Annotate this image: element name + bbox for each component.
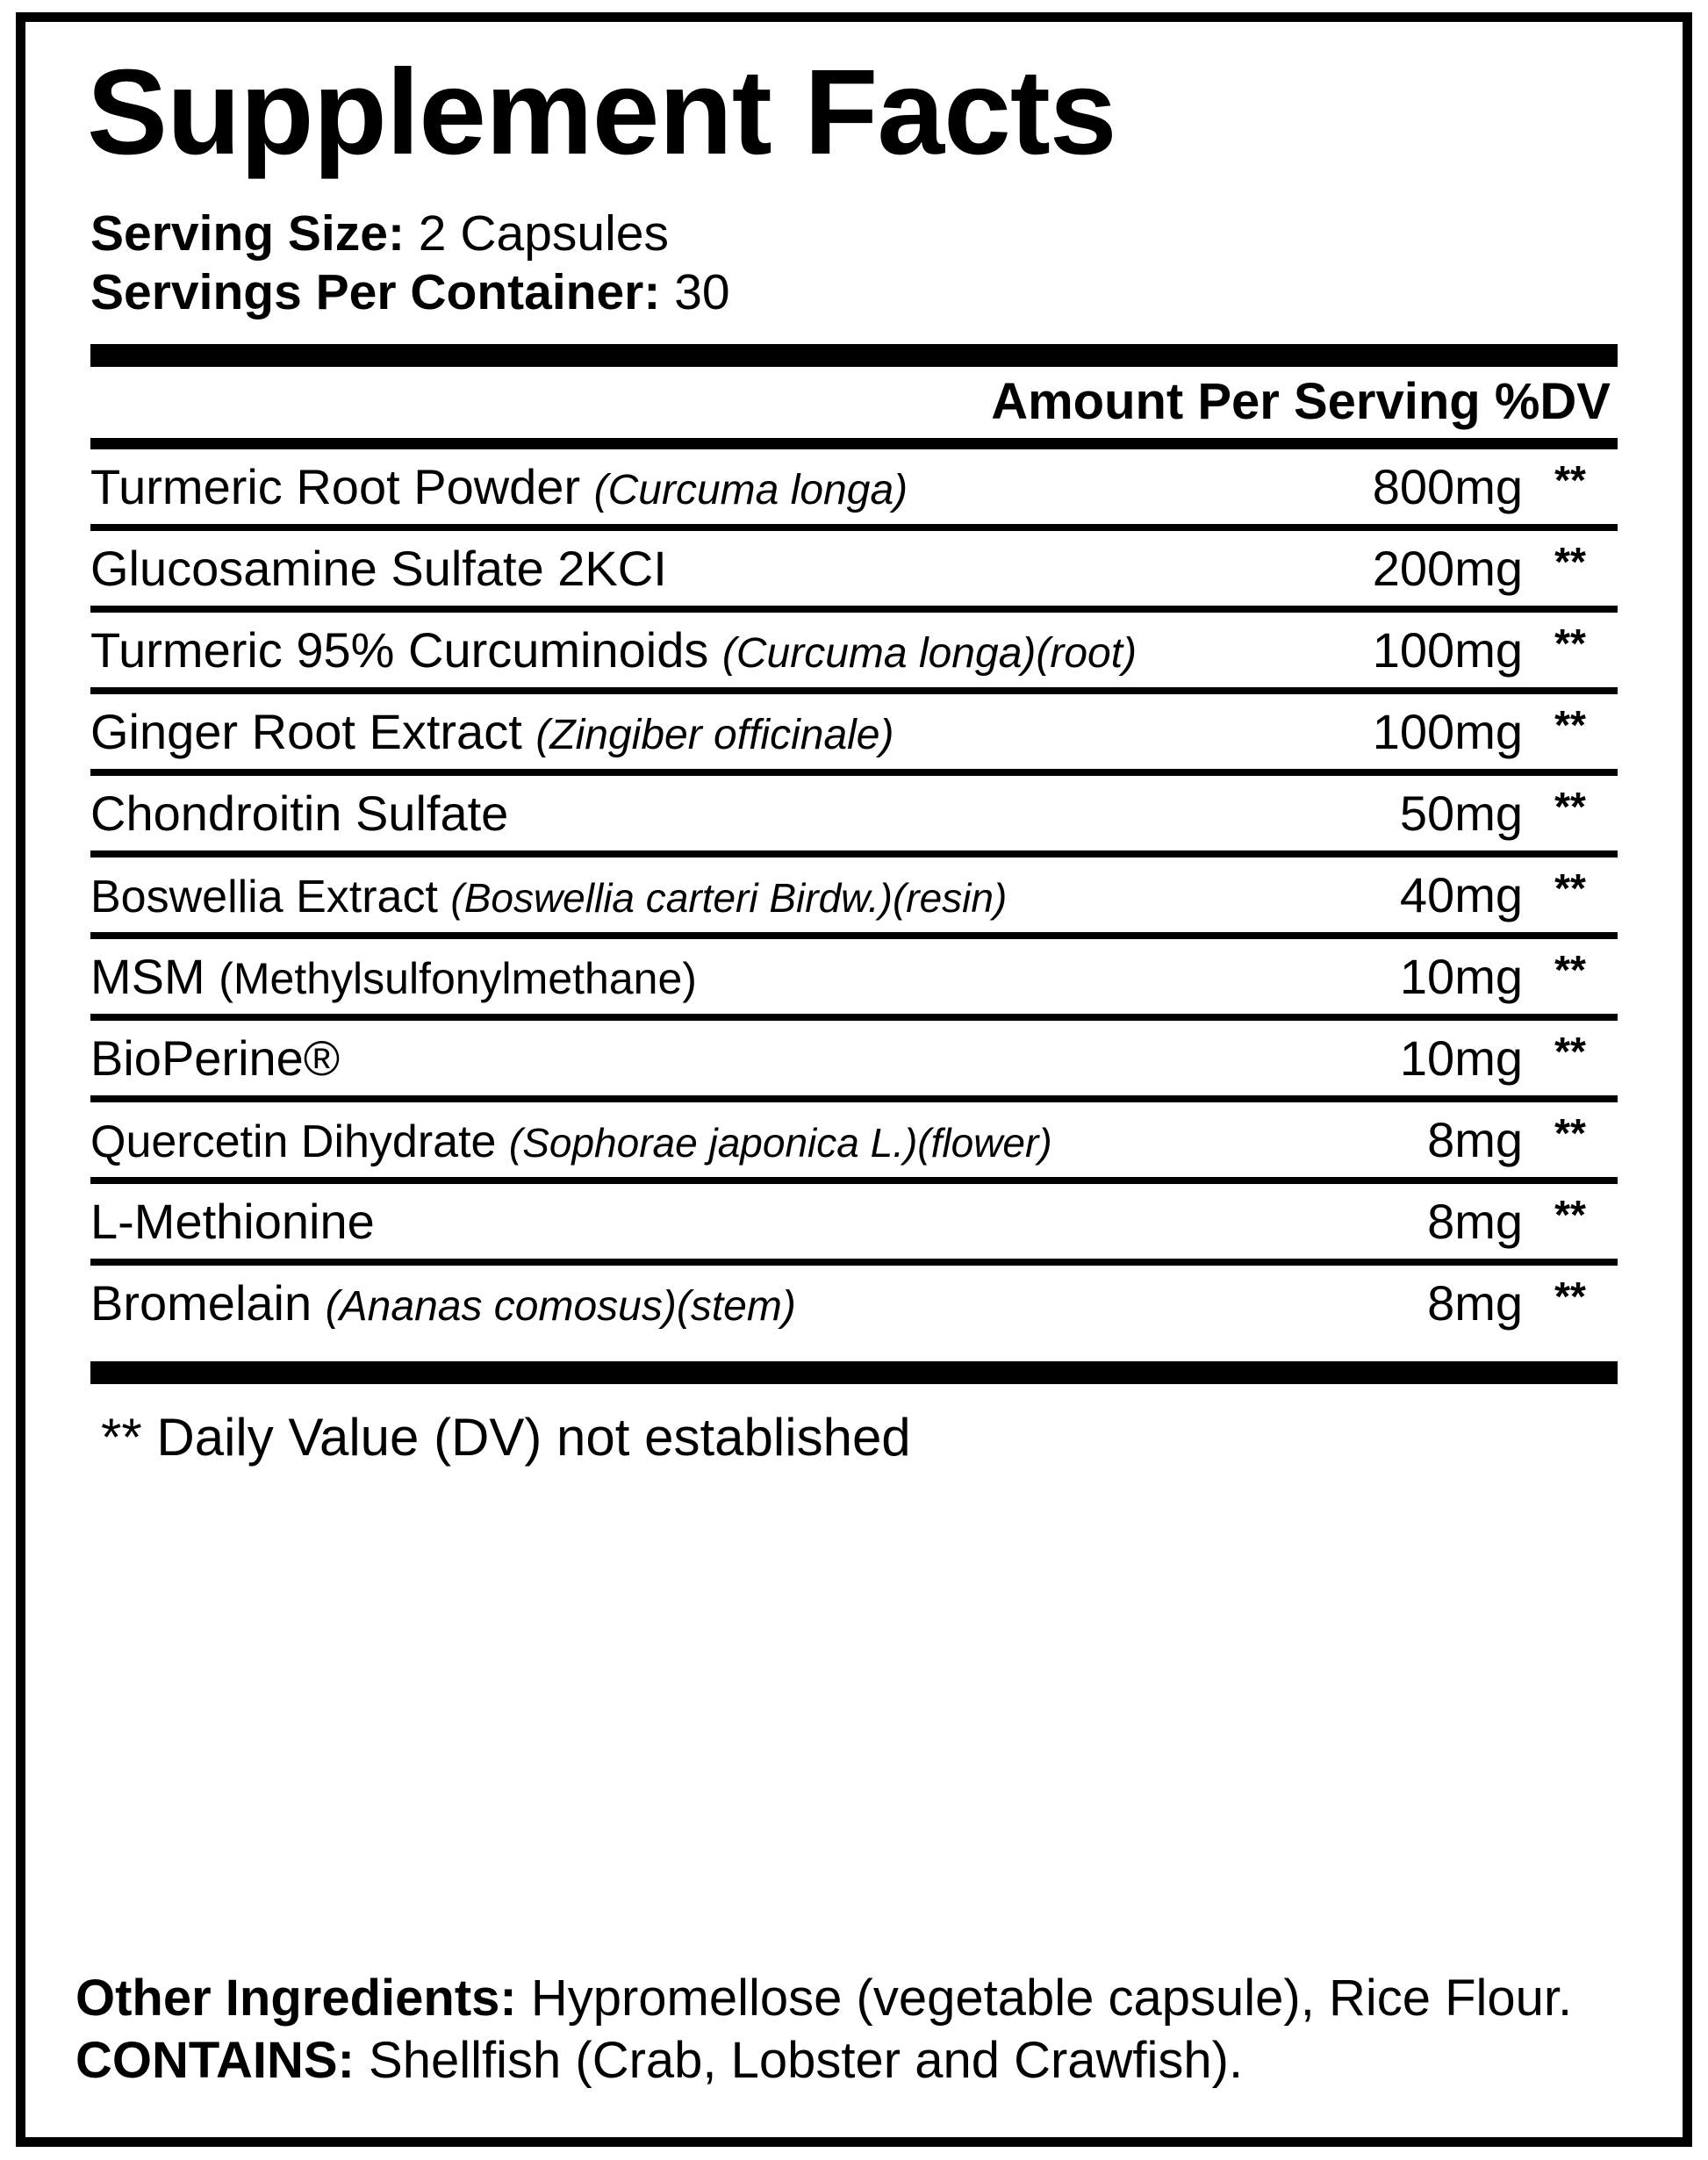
- ingredient-daily-value: **: [1554, 456, 1586, 503]
- ingredient-daily-value: **: [1554, 1191, 1586, 1238]
- ingredient-daily-value: **: [1554, 865, 1586, 911]
- ingredient-daily-value: **: [1554, 538, 1586, 585]
- table-row: [71, 1021, 1637, 1095]
- ingredient-name-text: Glucosamine Sulfate 2KCI: [90, 540, 667, 596]
- ingredient-name: [90, 1274, 1418, 1331]
- ingredient-amount: 50mg: [1399, 785, 1523, 841]
- row-divider: [90, 606, 1618, 613]
- panel-inner: [25, 22, 1683, 1489]
- table-row: [71, 613, 1637, 687]
- ingredient-name: [90, 1030, 1391, 1086]
- table-row: [71, 449, 1637, 524]
- table-row: [71, 1184, 1637, 1259]
- contains-label: CONTAINS:: [75, 2031, 355, 2089]
- ingredient-name-text: Turmeric Root Powder: [90, 458, 594, 514]
- serving-size-line: [90, 205, 1637, 263]
- ingredient-name-text: Chondroitin Sulfate: [90, 785, 509, 841]
- ingredient-amount: 100mg: [1372, 621, 1523, 678]
- row-divider: [90, 1177, 1618, 1184]
- ingredient-name-text: Bromelain: [90, 1274, 326, 1331]
- amount-per-serving-header: Amount Per Serving %DV: [991, 372, 1611, 430]
- ingredient-name: [90, 621, 1364, 678]
- table-row: [71, 939, 1637, 1014]
- divider-under-header: [90, 438, 1618, 449]
- ingredient-amount: 200mg: [1372, 540, 1523, 596]
- ingredient-amount: 8mg: [1427, 1193, 1523, 1249]
- ingredient-name-text: Boswellia Extract: [90, 871, 451, 922]
- ingredient-name: [90, 948, 1391, 1004]
- other-ingredients-block: [53, 1948, 1696, 2092]
- contains-value: Shellfish (Crab, Lobster and Crawfish).: [369, 2031, 1244, 2089]
- ingredient-amount: 40mg: [1399, 866, 1523, 922]
- servings-per-container-value: 30: [674, 264, 730, 321]
- ingredient-name: [90, 458, 1364, 514]
- ingredient-name: [90, 873, 1391, 922]
- serving-info: [90, 205, 1637, 323]
- ingredient-daily-value: **: [1554, 946, 1586, 993]
- servings-per-container-line: [90, 263, 1637, 322]
- ingredient-name: [90, 540, 1364, 596]
- ingredient-name-text: BioPerine®: [90, 1030, 341, 1086]
- ingredient-amount: 8mg: [1427, 1274, 1523, 1331]
- row-divider: [90, 687, 1618, 694]
- table-row: [71, 1266, 1637, 1340]
- ingredient-name-text: Ginger Root Extract: [90, 703, 536, 759]
- ingredient-amount: 800mg: [1372, 458, 1523, 514]
- ingredient-amount: 8mg: [1427, 1111, 1523, 1167]
- ingredient-amount: 10mg: [1399, 1030, 1523, 1086]
- ingredient-name-text: L-Methionine: [90, 1193, 375, 1249]
- serving-size-label: Serving Size:: [90, 205, 405, 262]
- ingredient-daily-value: **: [1554, 620, 1586, 666]
- ingredient-botanical-name: (Ananas comosus)(stem): [325, 1282, 796, 1330]
- row-divider: [90, 850, 1618, 858]
- servings-per-container-label: Servings Per Container:: [90, 264, 661, 321]
- ingredient-daily-value: **: [1554, 1109, 1586, 1156]
- row-divider: [90, 1014, 1618, 1021]
- divider-thick-top: [90, 344, 1618, 367]
- ingredient-botanical-name: (Zingiber officinale): [535, 711, 894, 758]
- table-row: [71, 694, 1637, 769]
- ingredient-botanical-name: (Curcuma longa): [593, 466, 908, 513]
- ingredient-amount: 100mg: [1372, 703, 1523, 759]
- ingredient-name-text: MSM: [90, 948, 219, 1004]
- contains-line: [75, 2030, 1673, 2092]
- ingredient-botanical-name: (Boswellia carteri Birdw.)(resin): [450, 874, 1008, 921]
- ingredient-table: [71, 449, 1637, 1340]
- other-ingredients-value: Hypromellose (vegetable capsule), Rice Flour.: [530, 1970, 1573, 2027]
- other-ingredients-label: Other Ingredients:: [75, 1970, 517, 2027]
- row-divider: [90, 524, 1618, 531]
- other-ingredients-line: [75, 1968, 1673, 2030]
- table-row: [71, 1102, 1637, 1177]
- supplement-facts-panel: [16, 12, 1692, 2147]
- divider-thick-bottom: [90, 1361, 1618, 1384]
- table-row: [71, 531, 1637, 606]
- ingredient-botanical-name: (Sophorae japonica L.)(flower): [508, 1119, 1052, 1166]
- page-title: Supplement Facts: [87, 45, 1116, 180]
- row-divider: [90, 1259, 1618, 1266]
- row-divider: [90, 1095, 1618, 1102]
- ingredient-name: [90, 1193, 1418, 1249]
- ingredient-botanical-name: (Curcuma longa)(root): [721, 629, 1137, 677]
- ingredient-name-suffix: (Methylsulfonylmethane): [219, 953, 697, 1003]
- ingredient-name-text: Quercetin Dihydrate: [90, 1116, 509, 1167]
- ingredient-daily-value: **: [1554, 783, 1586, 829]
- ingredient-name: [90, 785, 1391, 841]
- ingredient-name-text: Turmeric 95% Curcuminoids: [90, 621, 722, 678]
- ingredient-daily-value: **: [1554, 1028, 1586, 1074]
- row-divider: [90, 932, 1618, 939]
- table-row: [71, 858, 1637, 932]
- ingredient-name: [90, 703, 1364, 759]
- ingredient-name: [90, 1118, 1418, 1166]
- row-divider: [90, 769, 1618, 776]
- table-row: [71, 776, 1637, 850]
- serving-size-value: 2 Capsules: [418, 205, 669, 262]
- dv-footnote: ** Daily Value (DV) not established: [101, 1407, 911, 1467]
- ingredient-daily-value: **: [1554, 1273, 1586, 1319]
- ingredient-amount: 10mg: [1399, 948, 1523, 1004]
- ingredient-daily-value: **: [1554, 701, 1586, 748]
